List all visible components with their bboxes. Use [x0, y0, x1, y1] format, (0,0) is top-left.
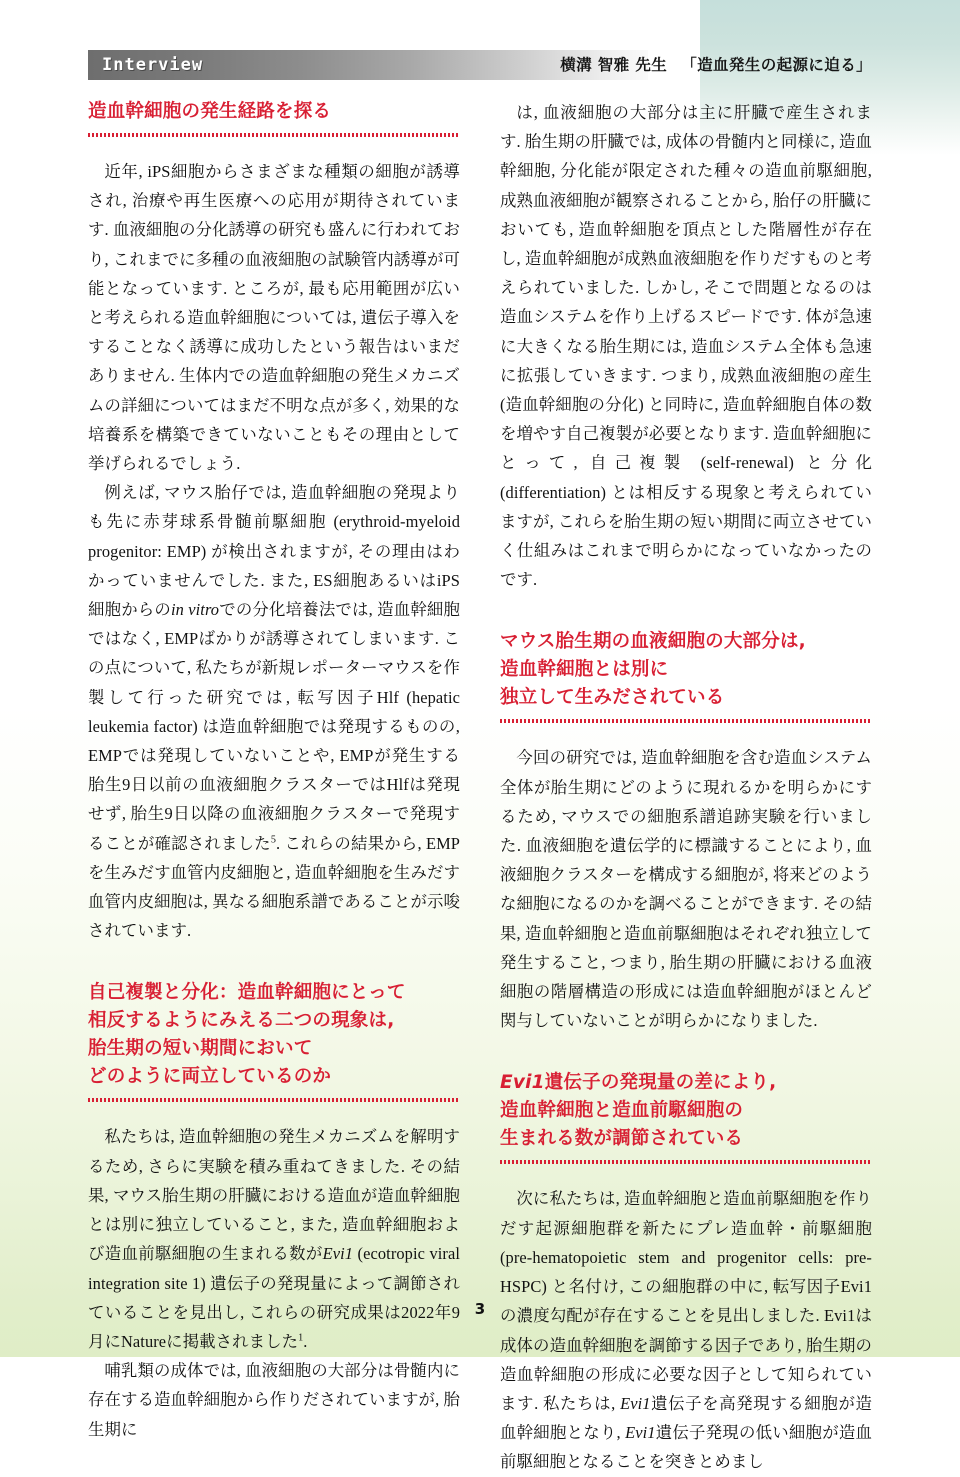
paragraph-lineage-tracing — [500, 743, 872, 1035]
heading-line-1-rest: 遺伝子の発現量の差により, — [544, 1072, 777, 1094]
paragraph-text-part-c: 遺伝子発現の低い細胞が造血前駆細胞となることを突きとめまし — [500, 1423, 872, 1472]
paragraph-text: 哺乳類の成体では, 血液細胞の大部分は骨髄内に存在する造血幹細胞から作りだされていますが, 胎生期に — [88, 1361, 460, 1439]
paragraph-text-part-b: 遺伝子を高発現する細胞が造血幹細胞となり, — [500, 1393, 872, 1443]
reference-marker: 1 — [298, 1332, 304, 1344]
italic-term-in-vitro: in vitro — [171, 600, 220, 620]
spacer — [88, 945, 460, 979]
paragraph-ips-cells — [88, 157, 460, 478]
heading-rule — [500, 1160, 872, 1164]
heading-line-3: 生まれる数が調節されている — [500, 1128, 744, 1150]
heading-line-1: マウス胎生期の血液細胞の大部分は, — [500, 631, 806, 653]
paragraph-text-part-c: . これらの結果から, EMPを生みだす血管内皮細胞と, 造血幹細胞を生みだす血管内皮細胞は, 異なる細胞系譜であることが示唆されています. — [88, 833, 460, 941]
left-column — [88, 98, 460, 1444]
paragraph-text: 近年, iPS細胞からさまざまな種類の細胞が誘導され, 治療や再生医療への応用が期待されています. 血液細胞の分化誘導の研究も盛んに行われており, これまでに多種の血液細胞の試験管内誘導が可能となっています. ところが, 最も応用範囲が広いと考えられる造血幹細胞については, 遺伝子導入をすることなく誘導に成功したという報告はいまだありません. 生体内での造血幹細胞の発生メカニズムの詳細についてはまだ不明な点が多く, 効果的な培養系を構築できていないこともその理由として挙げられるでしょう. — [88, 162, 460, 474]
italic-gene-evi1-first: Evi1 — [620, 1393, 651, 1413]
heading-rule — [500, 719, 872, 723]
heading-line-1 — [500, 1069, 872, 1097]
paragraph-text: は, 血液細胞の大部分は主に肝臓で産生されます. 胎生期の肝臓では, 成体の骨髄内と同様に, 造血幹細胞, 分化能が限定された種々の造血前駆細胞, 成熟血液細胞が観察されることから, 胎仔の肝臓においても, 造血幹細胞を頂点とした階層性が存在し, 造血幹細胞が成熟血液細胞を作りだすものと考えられていました. しかし, そこで問題となるのは造血システムを作り上げるスピードです. 体が急速に大きくなる胎生期には, 造血システム全体も急速に拡張していきます. つまり, 成熟血液細胞の産生 (造血幹細胞の分化) と同時に, 造血幹細胞自体の数を増やす自己複製が必要となります. 造血幹細胞にとって, 自己複製 (self-renewal) と分化 (differentiation) とは相反する現象と考えられていますが, これらを胎生期の短い期間に両立させていく仕組みはこれまで明らかになっていなかったのです. — [500, 103, 872, 590]
heading-rule — [88, 133, 460, 137]
heading-line-2: 造血幹細胞と造血前駆細胞の — [500, 1100, 744, 1122]
paragraph-emp-hlf — [88, 478, 460, 945]
paragraph-pre-hspc — [500, 1184, 872, 1476]
italic-gene-evi1: Evi1 — [322, 1244, 354, 1264]
right-column — [500, 98, 872, 1477]
spacer — [500, 594, 872, 628]
header-meta — [560, 53, 872, 75]
heading-line-2: 相反するようにみえる二つの現象は, — [88, 1010, 395, 1032]
article-title: 「造血発生の起源に迫る」 — [681, 56, 872, 74]
heading-line-2: 造血幹細胞とは別に — [500, 659, 669, 681]
page-number: 3 — [474, 1300, 486, 1318]
paragraph-text: 今回の研究では, 造血幹細胞を含む造血システム全体が胎生期にどのように現れるかを明らかにするため, マウスでの細胞系譜追跡実験を行いました. 血液細胞を遺伝学的に標識することにより, 血液細胞クラスターを構成する細胞が, 将来どのような細胞になるのかを調べることができます. その結果, 造血幹細胞と造血前駆細胞はそれぞれ独立して発生すること, つまり, 胎生期の肝臓における血液細胞の階層構造の形成には造血幹細胞がほとんど関与していないことが明らかになりました. — [500, 748, 872, 1031]
paragraph-text-part-a: 次に私たちは, 造血幹細胞と造血前駆細胞を作りだす起源細胞群を新たにプレ造血幹・前駆細胞 (pre-hematopoietic stem and progenitor cells: pre-HSPC) と名付け, この細胞群の中に, 転写因子Evi1の濃度勾配が存在することを見出しました. Evi1は成体の造血幹細胞を調節する因子であり, 胎生期の造血幹細胞の形成に必要な因子として知られています. 私たちは, — [500, 1189, 872, 1413]
interviewee-name: 横溝 智雅 先生 — [560, 56, 668, 74]
italic-gene-evi1-second: Evi1 — [625, 1423, 656, 1443]
spacer — [500, 1035, 872, 1069]
heading-evi1-expression — [500, 1069, 872, 1153]
heading-hsc-developmental-pathway — [88, 98, 460, 126]
paragraph-text-part-a: 私たちは, 造血幹細胞の発生メカニズムを解明するため, さらに実験を積み重ねてきました. その結果, マウス胎生期の肝臓における造血が造血幹細胞とは別に独立していること, また, 造血幹細胞および造血前駆細胞の生まれる数が — [88, 1127, 460, 1264]
page-header — [88, 50, 872, 80]
paragraph-mammal-adult — [88, 1356, 460, 1444]
heading-self-renewal-differentiation — [88, 979, 460, 1091]
paragraph-text-part-b: (ecotropic viral integration site 1) 遺伝子の発現量によって調節されていることを見出し, これらの研究成果は2022年9月にNatureに掲載されました — [88, 1244, 460, 1351]
heading-line-1: 自己複製と分化：造血幹細胞にとって — [88, 982, 406, 1004]
paragraph-text-part-b: での分化培養法では, 造血幹細胞ではなく, EMPばかりが誘導されてしまいます. この点について, 私たちが新規レポーターマウスを作製して行った研究では, 転写因子Hlf (hepatic leukemia factor) は造血幹細胞では発現するものの, EMPでは発現していないことや, EMPが発生する胎生9日以前の血液細胞クラスターではHlfは発現せず, 胎生9日以降の血液細胞クラスターで発現することが確認されました — [88, 600, 461, 853]
paragraph-evi1-nature — [88, 1122, 460, 1356]
heading-mouse-fetal-blood-cells — [500, 628, 872, 712]
italic-gene-evi1: Evi1 — [500, 1072, 545, 1094]
heading-line-4: どのように両立しているのか — [88, 1066, 332, 1088]
reference-marker: 5 — [270, 834, 276, 846]
heading-line-3: 胎生期の短い期間において — [88, 1038, 313, 1060]
paragraph-text-part-a: 例えば, マウス胎仔では, 造血幹細胞の発現よりも先に赤芽球系骨髄前駆細胞 (erythroid-myeloid progenitor: EMP) が検出されますが, その理由はわかっていませんでした. また, ES細胞あるいはiPS細胞からの — [88, 483, 460, 620]
heading-line-3: 独立して生みだされている — [500, 687, 725, 709]
paragraph-text-part-c: . — [303, 1331, 308, 1351]
heading-text: 造血幹細胞の発生経路を探る — [88, 101, 332, 122]
paragraph-fetal-liver — [500, 98, 872, 594]
section-label: Interview — [102, 55, 204, 75]
heading-rule — [88, 1098, 460, 1102]
